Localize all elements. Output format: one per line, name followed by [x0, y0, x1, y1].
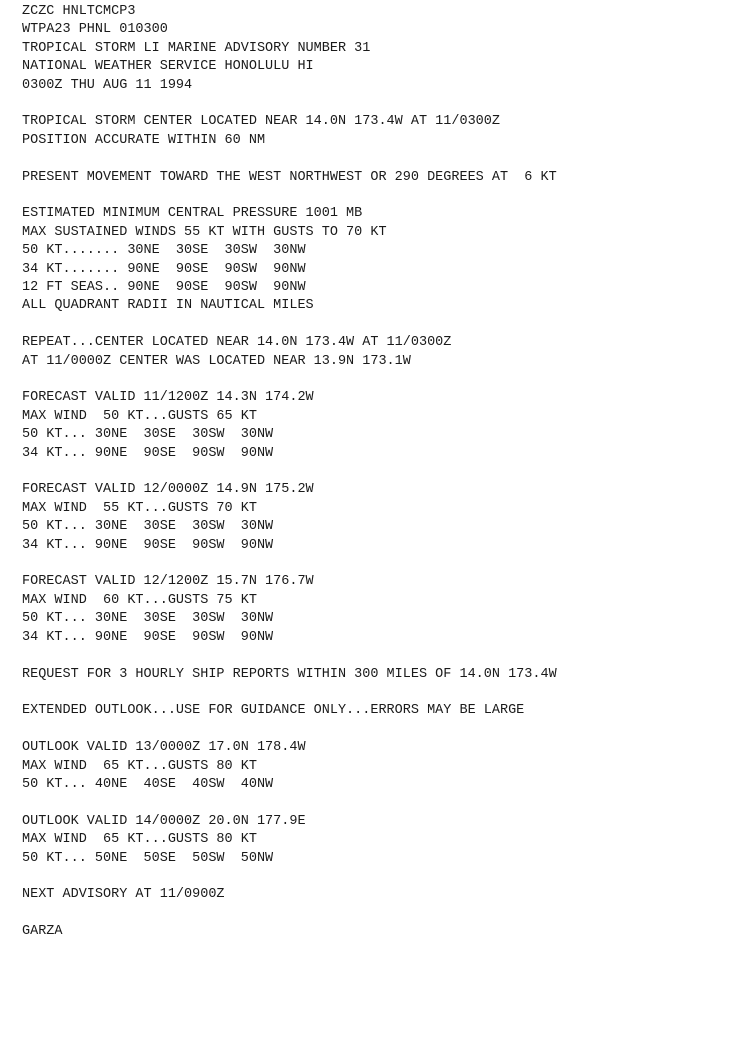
outlook-block	[22, 739, 742, 794]
outlook-line: MAX WIND 65 KT...GUSTS 80 KT	[22, 758, 257, 774]
spacer	[22, 150, 742, 168]
position-line: TROPICAL STORM CENTER LOCATED NEAR 14.0N 173.4W AT 11/0300Z	[22, 114, 500, 130]
wind-radii-line: 34 KT....... 90NE 90SE 90SW 90NW	[22, 261, 306, 277]
forecaster-signature: GARZA	[22, 924, 63, 940]
intensity-line: ESTIMATED MINIMUM CENTRAL PRESSURE 1001 MB	[22, 206, 363, 222]
spacer	[22, 555, 742, 573]
forecast-block	[22, 481, 742, 555]
header-block	[22, 3, 742, 95]
forecast-block	[22, 389, 742, 463]
intensity-line: ALL QUADRANT RADII IN NAUTICAL MILES	[22, 298, 314, 314]
forecast-line: 34 KT... 90NE 90SE 90SW 90NW	[22, 629, 274, 645]
repeat-line: REPEAT...CENTER LOCATED NEAR 14.0N 173.4W AT 11/0300Z	[22, 335, 452, 351]
outlook-block	[22, 813, 742, 868]
extended-outlook-line: EXTENDED OUTLOOK...USE FOR GUIDANCE ONLY...ERRORS MAY BE LARGE	[22, 703, 525, 719]
spacer	[22, 905, 742, 923]
movement-line: PRESENT MOVEMENT TOWARD THE WEST NORTHWEST OR 290 DEGREES AT 6 KT	[22, 169, 557, 185]
forecast-line: 50 KT... 30NE 30SE 30SW 30NW	[22, 427, 274, 443]
spacer	[22, 684, 742, 702]
outlook-line: MAX WIND 65 KT...GUSTS 80 KT	[22, 832, 257, 848]
forecast-line: 34 KT... 90NE 90SE 90SW 90NW	[22, 537, 274, 553]
spacer	[22, 463, 742, 481]
forecast-line: 34 KT... 90NE 90SE 90SW 90NW	[22, 445, 274, 461]
next-advisory-line: NEXT ADVISORY AT 11/0900Z	[22, 887, 225, 903]
request-line: REQUEST FOR 3 HOURLY SHIP REPORTS WITHIN 300 MILES OF 14.0N 173.4W	[22, 666, 557, 682]
forecast-line: MAX WIND 50 KT...GUSTS 65 KT	[22, 408, 257, 424]
advisory-document	[22, 3, 742, 942]
forecast-line: 50 KT... 30NE 30SE 30SW 30NW	[22, 519, 274, 535]
issue-time: 0300Z THU AUG 11 1994	[22, 77, 193, 93]
repeat-line: AT 11/0000Z CENTER WAS LOCATED NEAR 13.9N 173.1W	[22, 353, 411, 369]
movement-block	[22, 169, 742, 187]
spacer	[22, 371, 742, 389]
position-block	[22, 113, 742, 150]
intensity-line: MAX SUSTAINED WINDS 55 KT WITH GUSTS TO 70 KT	[22, 224, 387, 240]
outlook-line: OUTLOOK VALID 13/0000Z 17.0N 178.4W	[22, 740, 306, 756]
wind-radii-line: 50 KT....... 30NE 30SE 30SW 30NW	[22, 243, 306, 259]
forecast-line: FORECAST VALID 11/1200Z 14.3N 174.2W	[22, 390, 314, 406]
spacer	[22, 647, 742, 665]
signature-block	[22, 923, 742, 941]
forecast-line: MAX WIND 55 KT...GUSTS 70 KT	[22, 500, 257, 516]
header-line: ZCZC HNLTCMCP3	[22, 4, 136, 19]
outlook-line: 50 KT... 40NE 40SE 40SW 40NW	[22, 776, 274, 792]
forecast-block	[22, 573, 742, 647]
outlook-line: 50 KT... 50NE 50SE 50SW 50NW	[22, 850, 274, 866]
spacer	[22, 794, 742, 812]
seas-radii-line: 12 FT SEAS.. 90NE 90SE 90SW 90NW	[22, 280, 306, 296]
spacer	[22, 187, 742, 205]
spacer	[22, 721, 742, 739]
advisory-title: TROPICAL STORM LI MARINE ADVISORY NUMBER 31	[22, 40, 371, 56]
position-line: POSITION ACCURATE WITHIN 60 NM	[22, 132, 266, 148]
extended-outlook-block	[22, 702, 742, 720]
forecast-line: FORECAST VALID 12/0000Z 14.9N 175.2W	[22, 482, 314, 498]
header-line: WTPA23 PHNL 010300	[22, 22, 168, 38]
forecast-line: MAX WIND 60 KT...GUSTS 75 KT	[22, 592, 257, 608]
spacer	[22, 95, 742, 113]
spacer	[22, 316, 742, 334]
intensity-block	[22, 205, 742, 315]
request-block	[22, 666, 742, 684]
spacer	[22, 868, 742, 886]
repeat-block	[22, 334, 742, 371]
forecast-line: 50 KT... 30NE 30SE 30SW 30NW	[22, 611, 274, 627]
forecast-line: FORECAST VALID 12/1200Z 15.7N 176.7W	[22, 574, 314, 590]
next-advisory-block	[22, 886, 742, 904]
outlook-line: OUTLOOK VALID 14/0000Z 20.0N 177.9E	[22, 813, 306, 829]
issuing-office: NATIONAL WEATHER SERVICE HONOLULU HI	[22, 59, 314, 75]
